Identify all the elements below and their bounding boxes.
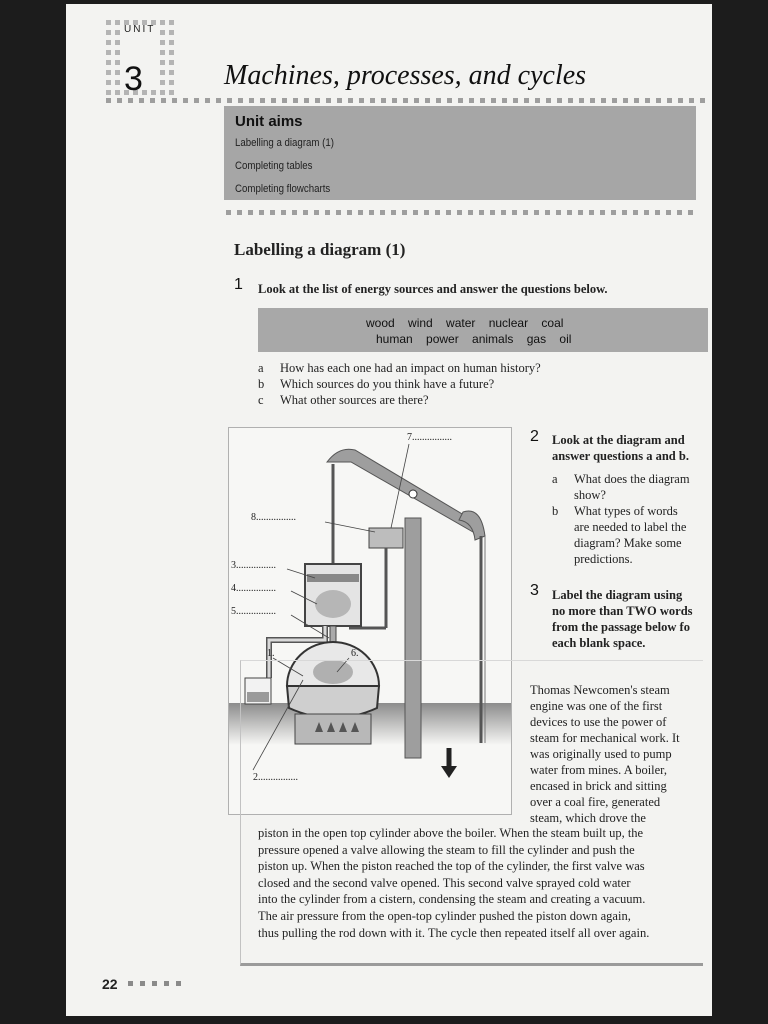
decorative-square bbox=[414, 98, 419, 103]
decorative-square bbox=[502, 98, 507, 103]
decorative-square bbox=[183, 98, 188, 103]
decorative-square bbox=[678, 98, 683, 103]
decorative-square bbox=[425, 98, 430, 103]
passage-line: Thomas Newcomen's steam bbox=[530, 683, 670, 697]
decorative-square bbox=[259, 210, 264, 215]
decorative-square bbox=[380, 210, 385, 215]
decorative-square bbox=[160, 90, 165, 95]
page-number: 22 bbox=[102, 976, 118, 992]
decorative-square bbox=[446, 210, 451, 215]
decorative-square bbox=[622, 210, 627, 215]
decorative-square bbox=[358, 210, 363, 215]
decorative-square bbox=[413, 210, 418, 215]
decorative-square bbox=[169, 80, 174, 85]
decorative-square bbox=[117, 98, 122, 103]
question-3-text: from the passage below fo bbox=[552, 620, 690, 634]
decorative-square bbox=[106, 80, 111, 85]
diagram-label-8: 8................ bbox=[251, 512, 296, 523]
passage-line: closed and the second valve opened. This second valve sprayed cold water bbox=[258, 875, 631, 890]
decorative-square bbox=[106, 50, 111, 55]
decorative-square bbox=[115, 40, 120, 45]
decorative-square bbox=[589, 210, 594, 215]
decorative-square bbox=[128, 981, 133, 986]
decorative-square bbox=[545, 210, 550, 215]
decorative-square bbox=[164, 981, 169, 986]
decorative-square bbox=[169, 40, 174, 45]
diagram-label-4: 4................ bbox=[231, 583, 276, 594]
decorative-square bbox=[303, 210, 308, 215]
diagram-label-5: 5................ bbox=[231, 606, 276, 617]
decorative-square bbox=[260, 98, 265, 103]
diagram-label-2: 2................ bbox=[253, 772, 298, 783]
decorative-square bbox=[106, 70, 111, 75]
q2-sub-text: are needed to label the bbox=[574, 520, 687, 534]
decorative-square bbox=[424, 210, 429, 215]
decorative-square bbox=[568, 98, 573, 103]
decorative-square bbox=[677, 210, 682, 215]
decorative-square bbox=[139, 98, 144, 103]
decorative-square bbox=[292, 210, 297, 215]
decorative-square bbox=[142, 90, 147, 95]
passage-line: into the cylinder from a cistern, condensing the steam and creating a vacuum. bbox=[258, 892, 646, 907]
decorative-square bbox=[169, 30, 174, 35]
decorative-square bbox=[567, 210, 572, 215]
decorative-square bbox=[106, 40, 111, 45]
decorative-square bbox=[161, 98, 166, 103]
decorative-square bbox=[359, 98, 364, 103]
decorative-square bbox=[534, 210, 539, 215]
decorative-square bbox=[237, 210, 242, 215]
passage-line: encased in brick and sitting bbox=[530, 779, 667, 793]
q1-sub-text: How has each one had an impact on human history? bbox=[280, 361, 541, 375]
diagram-label-1: 1. bbox=[267, 648, 275, 659]
decorative-square bbox=[270, 210, 275, 215]
passage-line: engine was one of the first bbox=[530, 699, 663, 713]
decorative-square bbox=[326, 98, 331, 103]
decorative-square bbox=[601, 98, 606, 103]
passage-line: water from mines. A boiler, bbox=[530, 763, 667, 777]
q2-sub-text: show? bbox=[574, 488, 606, 502]
decorative-square bbox=[501, 210, 506, 215]
decorative-square bbox=[106, 60, 111, 65]
decorative-square bbox=[600, 210, 605, 215]
decorative-square bbox=[115, 50, 120, 55]
decorative-square bbox=[216, 98, 221, 103]
question-3-number: 3 bbox=[530, 582, 539, 599]
decorative-square bbox=[337, 98, 342, 103]
decorative-square bbox=[623, 98, 628, 103]
decorative-square bbox=[644, 210, 649, 215]
decorative-square bbox=[512, 210, 517, 215]
decorative-square bbox=[447, 98, 452, 103]
decorative-square bbox=[140, 981, 145, 986]
energy-sources-row-1: wood wind water nuclear coal bbox=[366, 316, 564, 330]
question-1-number: 1 bbox=[234, 276, 243, 293]
decorative-square bbox=[227, 98, 232, 103]
decorative-square bbox=[150, 98, 155, 103]
diagram-label-7: 7................ bbox=[407, 432, 452, 443]
decorative-square bbox=[391, 210, 396, 215]
decorative-square bbox=[590, 98, 595, 103]
q2-sub-text: diagram? Make some bbox=[574, 536, 682, 550]
unit-aim-item: Completing flowcharts bbox=[235, 183, 331, 195]
decorative-square bbox=[106, 20, 111, 25]
decorative-square bbox=[226, 210, 231, 215]
decorative-square bbox=[325, 210, 330, 215]
decorative-square bbox=[304, 98, 309, 103]
energy-sources-row-2: human power animals gas oil bbox=[376, 332, 572, 346]
decorative-square bbox=[169, 60, 174, 65]
decorative-square bbox=[556, 210, 561, 215]
decorative-square bbox=[557, 98, 562, 103]
diagram-label-6: 6. bbox=[351, 648, 359, 659]
decorative-square bbox=[689, 98, 694, 103]
diagram-label-3: 3................ bbox=[231, 560, 276, 571]
unit-number: 3 bbox=[124, 60, 142, 98]
decorative-square bbox=[645, 98, 650, 103]
decorative-square bbox=[128, 98, 133, 103]
passage-line: devices to use the power of bbox=[530, 715, 667, 729]
unit-aim-item: Labelling a diagram (1) bbox=[235, 137, 335, 149]
passage-line: piston in the open top cylinder above the boiler. When the steam built up, the bbox=[258, 826, 644, 840]
decorative-square bbox=[656, 98, 661, 103]
decorative-square bbox=[160, 40, 165, 45]
q1-sub-letter: a bbox=[258, 361, 264, 375]
decorative-square bbox=[106, 30, 111, 35]
question-3-text: Label the diagram using bbox=[552, 588, 683, 602]
question-2-text: answer questions a and b. bbox=[552, 449, 689, 463]
passage-line: The air pressure from the open-top cylinder pushed the piston down again, bbox=[258, 909, 631, 923]
decorative-square bbox=[176, 981, 181, 986]
q2-sub-text: What does the diagram bbox=[574, 472, 690, 486]
decorative-square bbox=[160, 70, 165, 75]
decorative-square bbox=[381, 98, 386, 103]
passage-line: was originally used to pump bbox=[530, 747, 672, 761]
decorative-square bbox=[579, 98, 584, 103]
decorative-square bbox=[436, 98, 441, 103]
decorative-square bbox=[370, 98, 375, 103]
passage-line: steam, which drove the bbox=[530, 811, 646, 825]
passage-line: piston up. When the piston reached the top of the cylinder, the first valve was bbox=[258, 859, 645, 874]
decorative-square bbox=[314, 210, 319, 215]
decorative-square bbox=[282, 98, 287, 103]
decorative-square bbox=[160, 60, 165, 65]
decorative-square bbox=[115, 70, 120, 75]
question-1-text: Look at the list of energy sources and answer the questions below. bbox=[258, 282, 608, 296]
q2-sub-letter: b bbox=[552, 504, 559, 518]
passage-line: thus pulling the rod down with it. The cycle then repeated itself all over again. bbox=[258, 925, 650, 940]
decorative-square bbox=[546, 98, 551, 103]
decorative-square bbox=[271, 98, 276, 103]
decorative-square bbox=[578, 210, 583, 215]
q1-sub-letter: b bbox=[258, 377, 265, 391]
decorative-square bbox=[172, 98, 177, 103]
decorative-square bbox=[315, 98, 320, 103]
decorative-square bbox=[392, 98, 397, 103]
decorative-square bbox=[293, 98, 298, 103]
decorative-square bbox=[336, 210, 341, 215]
q2-sub-text: What types of words bbox=[574, 504, 678, 518]
passage-line: pressure opened a valve allowing the steam to fill the cylinder and push the bbox=[258, 842, 635, 857]
decorative-square bbox=[402, 210, 407, 215]
question-2-text: Look at the diagram and bbox=[552, 433, 685, 447]
decorative-square bbox=[205, 98, 210, 103]
decorative-square bbox=[169, 90, 174, 95]
decorative-square bbox=[115, 20, 120, 25]
decorative-square bbox=[523, 210, 528, 215]
decorative-square bbox=[634, 98, 639, 103]
decorative-square bbox=[667, 98, 672, 103]
unit-aim-item: Completing tables bbox=[235, 160, 313, 172]
decorative-square bbox=[524, 98, 529, 103]
decorative-square bbox=[435, 210, 440, 215]
decorative-square bbox=[160, 20, 165, 25]
decorative-square bbox=[169, 50, 174, 55]
decorative-square bbox=[479, 210, 484, 215]
decorative-square bbox=[169, 20, 174, 25]
decorative-square bbox=[535, 98, 540, 103]
decorative-square bbox=[115, 80, 120, 85]
decorative-square bbox=[238, 98, 243, 103]
decorative-square bbox=[106, 90, 111, 95]
decorative-square bbox=[160, 80, 165, 85]
decorative-square bbox=[160, 30, 165, 35]
decorative-square bbox=[152, 981, 157, 986]
unit-aims-heading: Unit aims bbox=[235, 113, 303, 130]
q1-sub-letter: c bbox=[258, 393, 264, 407]
decorative-square bbox=[115, 90, 120, 95]
decorative-square bbox=[347, 210, 352, 215]
decorative-square bbox=[115, 30, 120, 35]
decorative-square bbox=[655, 210, 660, 215]
question-2-number: 2 bbox=[530, 428, 539, 445]
decorative-square bbox=[666, 210, 671, 215]
decorative-square bbox=[249, 98, 254, 103]
section-title: Labelling a diagram (1) bbox=[234, 240, 406, 259]
decorative-square bbox=[688, 210, 693, 215]
decorative-square bbox=[369, 210, 374, 215]
question-3-text: each blank space. bbox=[552, 636, 646, 650]
decorative-square bbox=[469, 98, 474, 103]
decorative-square bbox=[491, 98, 496, 103]
decorative-square bbox=[468, 210, 473, 215]
decorative-square bbox=[480, 98, 485, 103]
decorative-square bbox=[457, 210, 462, 215]
decorative-square bbox=[281, 210, 286, 215]
unit-title: Machines, processes, and cycles bbox=[224, 60, 587, 91]
decorative-square bbox=[633, 210, 638, 215]
decorative-square bbox=[612, 98, 617, 103]
unit-label: UNIT bbox=[124, 24, 156, 35]
decorative-square bbox=[611, 210, 616, 215]
decorative-square bbox=[513, 98, 518, 103]
decorative-square bbox=[458, 98, 463, 103]
decorative-square bbox=[169, 70, 174, 75]
passage-line: over a coal fire, generated bbox=[530, 795, 661, 809]
decorative-square bbox=[403, 98, 408, 103]
decorative-square bbox=[348, 98, 353, 103]
decorative-square bbox=[160, 50, 165, 55]
decorative-square bbox=[700, 98, 705, 103]
decorative-square bbox=[248, 210, 253, 215]
decorative-square bbox=[490, 210, 495, 215]
decorative-square bbox=[151, 90, 156, 95]
question-3-text: no more than TWO words bbox=[552, 604, 693, 618]
q1-sub-text: What other sources are there? bbox=[280, 393, 429, 407]
decorative-square bbox=[194, 98, 199, 103]
passage-line: steam for mechanical work. It bbox=[530, 731, 680, 745]
decorative-square bbox=[115, 60, 120, 65]
q1-sub-text: Which sources do you think have a future? bbox=[280, 377, 495, 391]
decorative-square bbox=[106, 98, 111, 103]
q2-sub-letter: a bbox=[552, 472, 558, 486]
q2-sub-text: predictions. bbox=[574, 552, 633, 566]
